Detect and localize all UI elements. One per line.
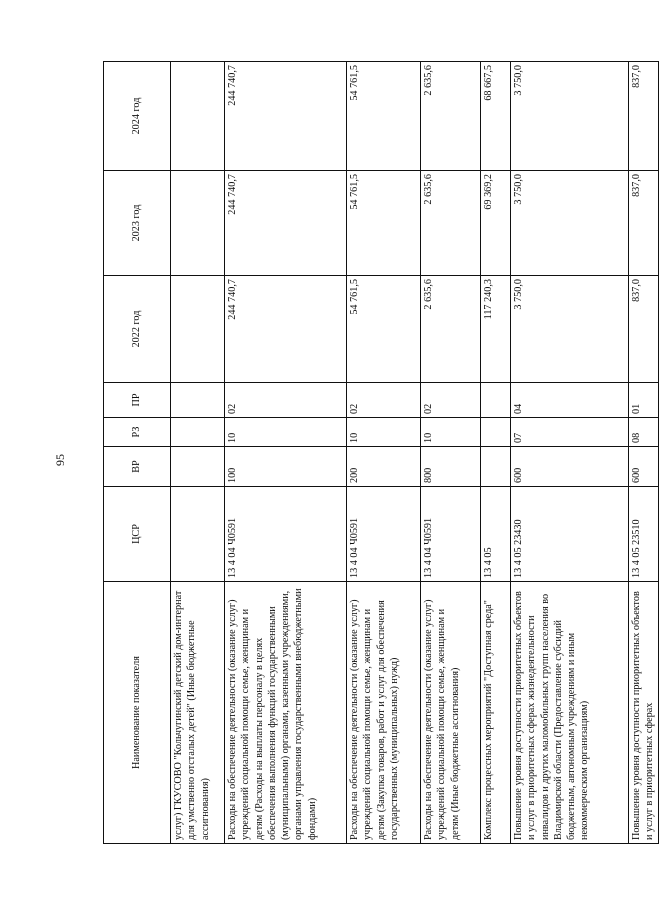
cell-pr: 02	[225, 383, 347, 418]
cell-csr: 13 4 04 Ч0591	[421, 487, 481, 582]
table-row	[629, 62, 659, 844]
cell-2024: 2 635,6	[421, 62, 481, 171]
table-row	[481, 62, 511, 844]
table-row	[511, 62, 629, 844]
cell-2023: 2 635,6	[421, 171, 481, 276]
cell-2023	[171, 171, 225, 276]
cell-name: Комплекс процессных мероприятий "Доступная среда"	[481, 582, 511, 844]
cell-rz	[481, 418, 511, 447]
cell-pr	[171, 383, 225, 418]
header-rz: РЗ	[104, 418, 171, 447]
cell-rz: 10	[421, 418, 481, 447]
cell-name: услуг) ГКУСОВО "Кольчугинский детский дом-интернат для умственно отсталых детей" (Иные бюджетные ассигнования)	[171, 582, 225, 844]
cell-name: Повышение уровня доступности приоритетных объектов и услуг в приоритетных сферах жизнедеятельности инвалидов и других маломобильных групп населения во Владимирской области (Предоставление субсидий бюджетным, автономным учреждениям и иным некоммерческим организациям)	[511, 582, 629, 844]
cell-csr: 13 4 05 23430	[511, 487, 629, 582]
cell-2022: 54 761,5	[347, 276, 421, 383]
cell-rz: 07	[511, 418, 629, 447]
header-csr: ЦСР	[104, 487, 171, 582]
cell-name: Расходы на обеспечение деятельности (оказание услуг) учреждений социальной помощи семье, женщинам и детям (Иные бюджетные ассигнования)	[421, 582, 481, 844]
cell-vr: 600	[629, 447, 659, 487]
cell-name: Повышение уровня доступности приоритетных объектов и услуг в приоритетных сферах	[629, 582, 659, 844]
cell-csr: 13 4 04 Ч0591	[347, 487, 421, 582]
header-2023: 2023 год	[104, 171, 171, 276]
table-header-row	[104, 62, 171, 844]
cell-vr: 200	[347, 447, 421, 487]
table-row	[225, 62, 347, 844]
cell-rz: 10	[347, 418, 421, 447]
cell-csr: 13 4 04 Ч0591	[225, 487, 347, 582]
header-vr: ВР	[104, 447, 171, 487]
cell-2024: 837,0	[629, 62, 659, 171]
cell-pr: 04	[511, 383, 629, 418]
table-row	[347, 62, 421, 844]
cell-2024: 68 667,5	[481, 62, 511, 171]
cell-vr: 800	[421, 447, 481, 487]
cell-pr	[481, 383, 511, 418]
cell-2022: 244 740,7	[225, 276, 347, 383]
cell-name: Расходы на обеспечение деятельности (оказание услуг) учреждений социальной помощи семье, женщинам и детям (Расходы на выплаты персоналу в целях обеспечения выполнения функций государственными (муниципальными) органами, казенными учреждениями, органами управления государственными внебюджетными фондами)	[225, 582, 347, 844]
cell-vr: 600	[511, 447, 629, 487]
header-2024: 2024 год	[104, 62, 171, 171]
cell-2022: 3 750,0	[511, 276, 629, 383]
cell-2023: 54 761,5	[347, 171, 421, 276]
cell-vr	[171, 447, 225, 487]
cell-2024: 54 761,5	[347, 62, 421, 171]
cell-2024: 3 750,0	[511, 62, 629, 171]
header-pr: ПР	[104, 383, 171, 418]
table-landscape	[103, 62, 656, 844]
cell-csr: 13 4 05 23510	[629, 487, 659, 582]
cell-2023: 69 369,2	[481, 171, 511, 276]
header-name: Наименование показателя	[104, 582, 171, 844]
cell-2023: 244 740,7	[225, 171, 347, 276]
rotated-table-container	[103, 62, 656, 844]
cell-2022	[171, 276, 225, 383]
budget-table	[103, 61, 659, 844]
cell-2022: 117 240,3	[481, 276, 511, 383]
cell-name: Расходы на обеспечение деятельности (оказание услуг) учреждений социальной помощи семье, женщинам и детям (Закупка товаров, работ и услуг для обеспечения государственных (муниципальных) нужд)	[347, 582, 421, 844]
cell-csr	[171, 487, 225, 582]
cell-rz	[171, 418, 225, 447]
cell-2022: 2 635,6	[421, 276, 481, 383]
cell-pr: 02	[347, 383, 421, 418]
page-number: 95	[53, 454, 67, 466]
cell-csr: 13 4 05	[481, 487, 511, 582]
cell-rz: 10	[225, 418, 347, 447]
cell-vr: 100	[225, 447, 347, 487]
cell-vr	[481, 447, 511, 487]
header-2022: 2022 год	[104, 276, 171, 383]
cell-pr: 01	[629, 383, 659, 418]
cell-2023: 3 750,0	[511, 171, 629, 276]
cell-2023: 837,0	[629, 171, 659, 276]
cell-pr: 02	[421, 383, 481, 418]
cell-2024	[171, 62, 225, 171]
cell-2024: 244 740,7	[225, 62, 347, 171]
table-row	[171, 62, 225, 844]
cell-2022: 837,0	[629, 276, 659, 383]
cell-rz: 08	[629, 418, 659, 447]
table-row	[421, 62, 481, 844]
